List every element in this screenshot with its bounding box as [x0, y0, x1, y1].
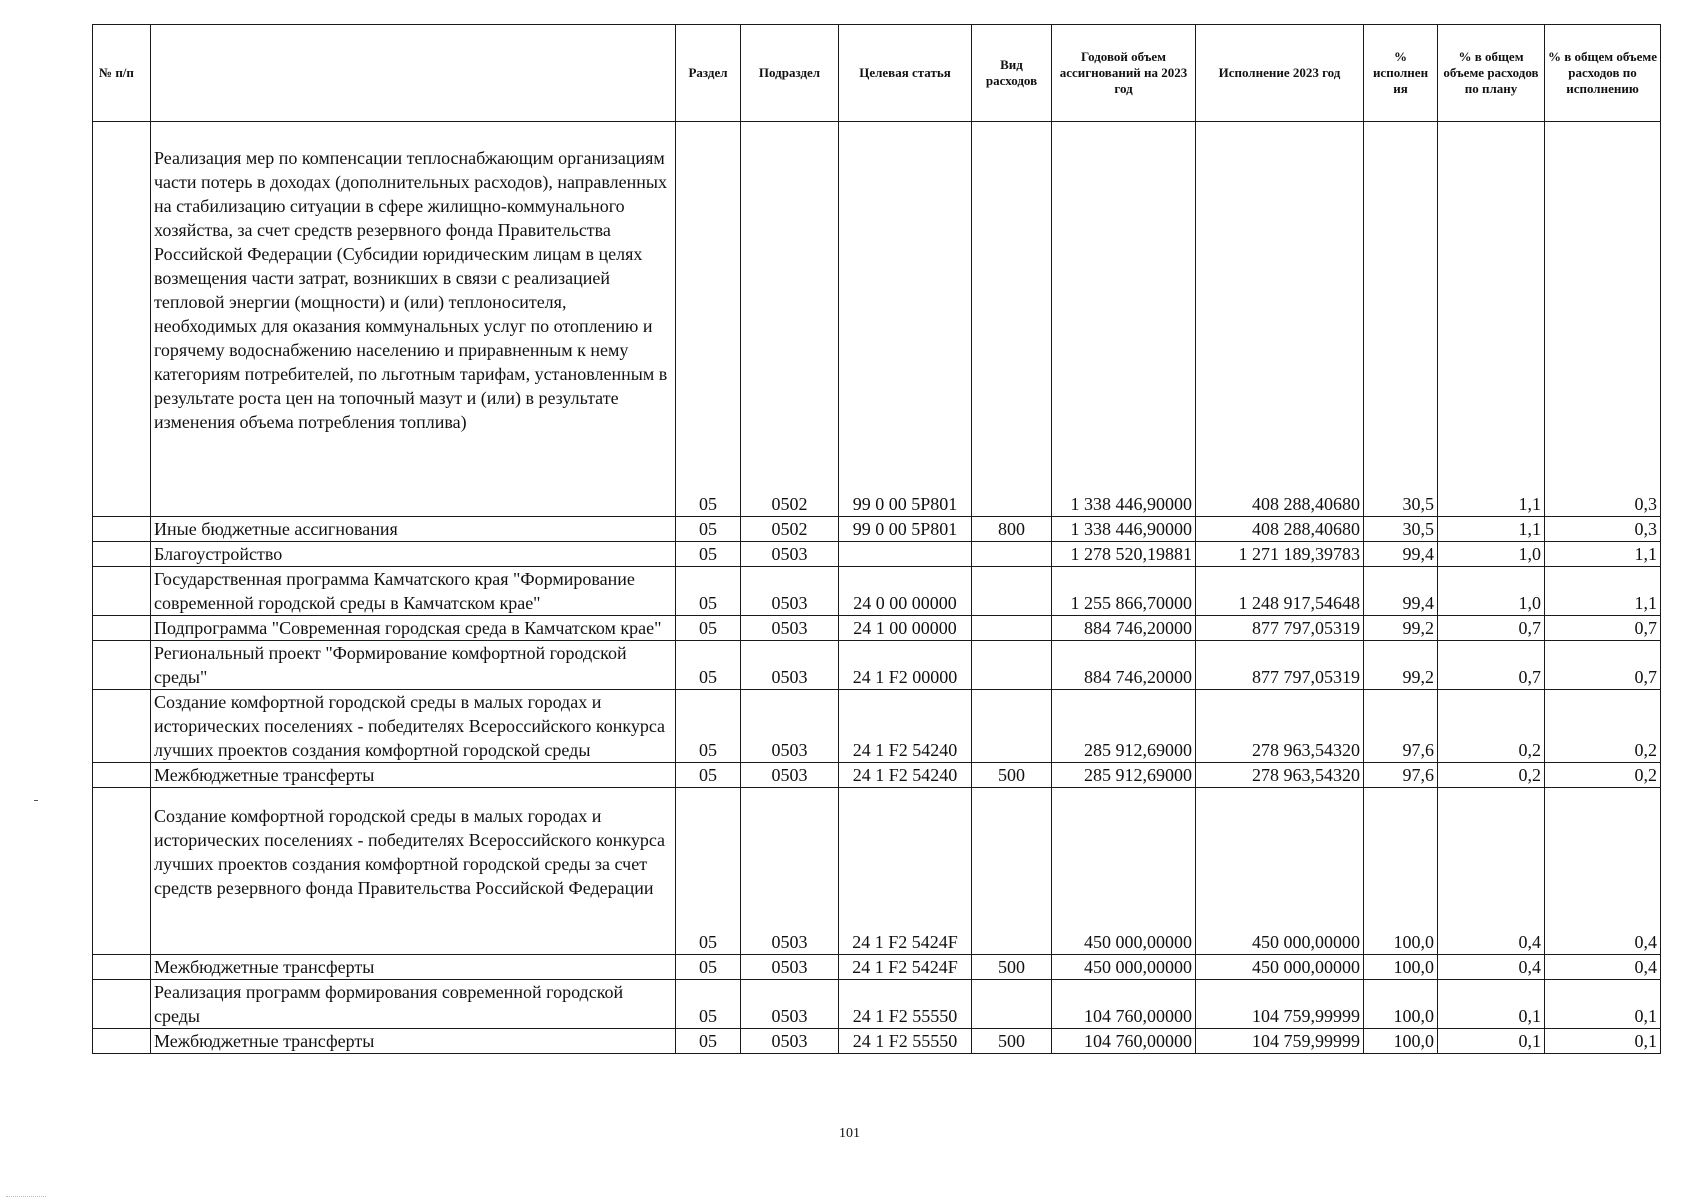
- cell-pct-fact: 0,2: [1545, 690, 1661, 763]
- cell-subsection: 0503: [741, 980, 839, 1029]
- cell-execution: 877 797,05319: [1196, 641, 1364, 690]
- header-subsection: Подраздел: [741, 25, 839, 122]
- cell-name: Межбюджетные трансферты: [151, 955, 676, 980]
- table-row: [93, 567, 1661, 616]
- cell-section: 05: [676, 122, 741, 517]
- cell-expense-type: [972, 122, 1052, 517]
- table-row: [93, 122, 1661, 517]
- cell-expense-type: [972, 980, 1052, 1029]
- cell-execution: 278 963,54320: [1196, 690, 1364, 763]
- scan-mark: [34, 800, 38, 801]
- cell-annual: 1 278 520,19881: [1052, 542, 1196, 567]
- cell-section: 05: [676, 542, 741, 567]
- cell-subsection: 0503: [741, 763, 839, 788]
- cell-target: 24 1 F2 00000: [839, 641, 972, 690]
- cell-subsection: 0503: [741, 788, 839, 955]
- cell-num: [93, 980, 151, 1029]
- cell-expense-type: [972, 567, 1052, 616]
- header-num: № п/п: [93, 25, 151, 122]
- cell-expense-type: [972, 788, 1052, 955]
- cell-name: Межбюджетные трансферты: [151, 763, 676, 788]
- cell-name: Межбюджетные трансферты: [151, 1029, 676, 1054]
- cell-num: [93, 641, 151, 690]
- cell-target: 99 0 00 5Р801: [839, 517, 972, 542]
- cell-target: [839, 542, 972, 567]
- table-row: [93, 641, 1661, 690]
- cell-expense-type: [972, 616, 1052, 641]
- cell-pct-fact: 0,2: [1545, 763, 1661, 788]
- cell-section: 05: [676, 567, 741, 616]
- cell-subsection: 0503: [741, 641, 839, 690]
- cell-expense-type: [972, 641, 1052, 690]
- header-pct-plan: % в общем объеме расходов по плану: [1438, 25, 1545, 122]
- table-row: [93, 788, 1661, 955]
- cell-section: 05: [676, 788, 741, 955]
- cell-annual: 884 746,20000: [1052, 616, 1196, 641]
- cell-name: Благоустройство: [151, 542, 676, 567]
- cell-target: 24 1 F2 55550: [839, 1029, 972, 1054]
- cell-pct-plan: 1,0: [1438, 567, 1545, 616]
- cell-name: Подпрограмма "Современная городская среда в Камчатском крае": [151, 616, 676, 641]
- cell-pct-exec: 97,6: [1364, 763, 1438, 788]
- cell-num: [93, 567, 151, 616]
- table-row: [93, 1029, 1661, 1054]
- cell-expense-type: [972, 542, 1052, 567]
- cell-subsection: 0503: [741, 616, 839, 641]
- cell-expense-type: [972, 690, 1052, 763]
- cell-execution: 104 759,99999: [1196, 980, 1364, 1029]
- page-number: 101: [839, 1126, 860, 1141]
- cell-pct-exec: 100,0: [1364, 788, 1438, 955]
- scan-artifact: [6, 1196, 46, 1198]
- cell-section: 05: [676, 955, 741, 980]
- table-row: [93, 763, 1661, 788]
- cell-pct-plan: 0,1: [1438, 980, 1545, 1029]
- cell-subsection: 0502: [741, 122, 839, 517]
- cell-execution: 278 963,54320: [1196, 763, 1364, 788]
- cell-pct-exec: 100,0: [1364, 980, 1438, 1029]
- header-expense-type: Вид расходов: [972, 25, 1052, 122]
- cell-pct-exec: 99,4: [1364, 567, 1438, 616]
- header-name: [151, 25, 676, 122]
- cell-pct-fact: 0,1: [1545, 980, 1661, 1029]
- cell-subsection: 0503: [741, 690, 839, 763]
- header-target: Целевая статья: [839, 25, 972, 122]
- cell-annual: 884 746,20000: [1052, 641, 1196, 690]
- table-row: [93, 542, 1661, 567]
- cell-pct-plan: 0,2: [1438, 690, 1545, 763]
- cell-num: [93, 955, 151, 980]
- cell-expense-type: 500: [972, 1029, 1052, 1054]
- cell-num: [93, 122, 151, 517]
- cell-target: 24 1 F2 5424F: [839, 788, 972, 955]
- cell-pct-fact: 0,7: [1545, 616, 1661, 641]
- header-execution: Исполнение 2023 год: [1196, 25, 1364, 122]
- cell-section: 05: [676, 641, 741, 690]
- cell-section: 05: [676, 763, 741, 788]
- cell-section: 05: [676, 517, 741, 542]
- cell-execution: 450 000,00000: [1196, 788, 1364, 955]
- cell-pct-plan: 1,1: [1438, 122, 1545, 517]
- cell-target: 24 1 F2 5424F: [839, 955, 972, 980]
- header-annual: Годовой объем ассигнований на 2023 год: [1052, 25, 1196, 122]
- cell-expense-type: 500: [972, 763, 1052, 788]
- cell-annual: 450 000,00000: [1052, 955, 1196, 980]
- cell-annual: 104 760,00000: [1052, 980, 1196, 1029]
- cell-pct-fact: 0,1: [1545, 1029, 1661, 1054]
- cell-expense-type: 500: [972, 955, 1052, 980]
- cell-target: 24 1 F2 54240: [839, 763, 972, 788]
- cell-pct-plan: 0,7: [1438, 641, 1545, 690]
- cell-execution: 450 000,00000: [1196, 955, 1364, 980]
- cell-execution: 104 759,99999: [1196, 1029, 1364, 1054]
- cell-name: Реализация программ формирования современной городской среды: [151, 980, 676, 1029]
- cell-pct-exec: 99,4: [1364, 542, 1438, 567]
- cell-pct-exec: 100,0: [1364, 1029, 1438, 1054]
- cell-pct-exec: 30,5: [1364, 122, 1438, 517]
- cell-pct-exec: 30,5: [1364, 517, 1438, 542]
- cell-pct-plan: 0,2: [1438, 763, 1545, 788]
- cell-name: Региональный проект "Формирование комфортной городской среды": [151, 641, 676, 690]
- cell-annual: 1 338 446,90000: [1052, 122, 1196, 517]
- cell-pct-exec: 99,2: [1364, 641, 1438, 690]
- cell-pct-fact: 0,4: [1545, 788, 1661, 955]
- cell-subsection: 0503: [741, 567, 839, 616]
- cell-section: 05: [676, 616, 741, 641]
- cell-pct-fact: 1,1: [1545, 542, 1661, 567]
- cell-subsection: 0503: [741, 542, 839, 567]
- cell-name: Государственная программа Камчатского края "Формирование современной городской среды в Камчатском крае": [151, 567, 676, 616]
- header-pct-fact: % в общем объеме расходов по исполнению: [1545, 25, 1661, 122]
- table-row: [93, 955, 1661, 980]
- table-row: [93, 980, 1661, 1029]
- cell-pct-fact: 0,4: [1545, 955, 1661, 980]
- cell-expense-type: 800: [972, 517, 1052, 542]
- cell-pct-plan: 0,4: [1438, 955, 1545, 980]
- cell-execution: 1 271 189,39783: [1196, 542, 1364, 567]
- cell-execution: 408 288,40680: [1196, 517, 1364, 542]
- cell-pct-exec: 99,2: [1364, 616, 1438, 641]
- cell-num: [93, 1029, 151, 1054]
- cell-num: [93, 788, 151, 955]
- cell-pct-plan: 0,7: [1438, 616, 1545, 641]
- table-row: [93, 616, 1661, 641]
- table-row: [93, 517, 1661, 542]
- cell-section: 05: [676, 1029, 741, 1054]
- cell-pct-exec: 100,0: [1364, 955, 1438, 980]
- cell-execution: 877 797,05319: [1196, 616, 1364, 641]
- cell-annual: 285 912,69000: [1052, 690, 1196, 763]
- table-header-row: [93, 25, 1661, 122]
- cell-pct-plan: 1,1: [1438, 517, 1545, 542]
- cell-name: Создание комфортной городской среды в малых городах и исторических поселениях - победителях Всероссийского конкурса лучших проектов создания комфортной городской среды за счет средств резервного фонда Правительства Российской Федерации: [151, 788, 676, 955]
- budget-report-page: [92, 24, 1660, 1054]
- cell-target: 24 1 F2 54240: [839, 690, 972, 763]
- budget-execution-table: [92, 24, 1661, 1054]
- cell-num: [93, 690, 151, 763]
- cell-target: 24 0 00 00000: [839, 567, 972, 616]
- cell-pct-fact: 0,3: [1545, 517, 1661, 542]
- cell-name: Реализация мер по компенсации теплоснабжающим организациям части потерь в доходах (дополнительных расходов), направленных на стабилизацию ситуации в сфере жилищно-коммунального хозяйства, за счет средств резервного фонда Правительства Российской Федерации (Субсидии юридическим лицам в целях возмещения части затрат, возникших в связи с реализацией тепловой энергии (мощности) и (или) теплоносителя, необходимых для оказания коммунальных услуг по отоплению и горячему водоснабжению населению и приравненным к нему категориям потребителей, по льготным тарифам, установленным в результате роста цен на топочный мазут и (или) в результате изменения объема потребления топлива): [151, 122, 676, 517]
- table-row: [93, 690, 1661, 763]
- cell-execution: 408 288,40680: [1196, 122, 1364, 517]
- cell-subsection: 0503: [741, 955, 839, 980]
- cell-num: [93, 542, 151, 567]
- cell-subsection: 0503: [741, 1029, 839, 1054]
- cell-pct-exec: 97,6: [1364, 690, 1438, 763]
- cell-pct-plan: 0,1: [1438, 1029, 1545, 1054]
- cell-annual: 285 912,69000: [1052, 763, 1196, 788]
- cell-target: 99 0 00 5Р801: [839, 122, 972, 517]
- cell-num: [93, 616, 151, 641]
- cell-subsection: 0502: [741, 517, 839, 542]
- cell-pct-fact: 1,1: [1545, 567, 1661, 616]
- cell-name: Создание комфортной городской среды в малых городах и исторических поселениях - победителях Всероссийского конкурса лучших проектов создания комфортной городской среды: [151, 690, 676, 763]
- cell-section: 05: [676, 980, 741, 1029]
- cell-pct-fact: 0,3: [1545, 122, 1661, 517]
- cell-annual: 1 338 446,90000: [1052, 517, 1196, 542]
- header-section: Раздел: [676, 25, 741, 122]
- cell-pct-plan: 1,0: [1438, 542, 1545, 567]
- cell-name: Иные бюджетные ассигнования: [151, 517, 676, 542]
- cell-pct-plan: 0,4: [1438, 788, 1545, 955]
- cell-execution: 1 248 917,54648: [1196, 567, 1364, 616]
- cell-annual: 450 000,00000: [1052, 788, 1196, 955]
- cell-section: 05: [676, 690, 741, 763]
- cell-num: [93, 763, 151, 788]
- cell-num: [93, 517, 151, 542]
- header-pct-exec: % исполнен ия: [1364, 25, 1438, 122]
- cell-pct-fact: 0,7: [1545, 641, 1661, 690]
- cell-annual: 104 760,00000: [1052, 1029, 1196, 1054]
- cell-annual: 1 255 866,70000: [1052, 567, 1196, 616]
- cell-target: 24 1 00 00000: [839, 616, 972, 641]
- cell-target: 24 1 F2 55550: [839, 980, 972, 1029]
